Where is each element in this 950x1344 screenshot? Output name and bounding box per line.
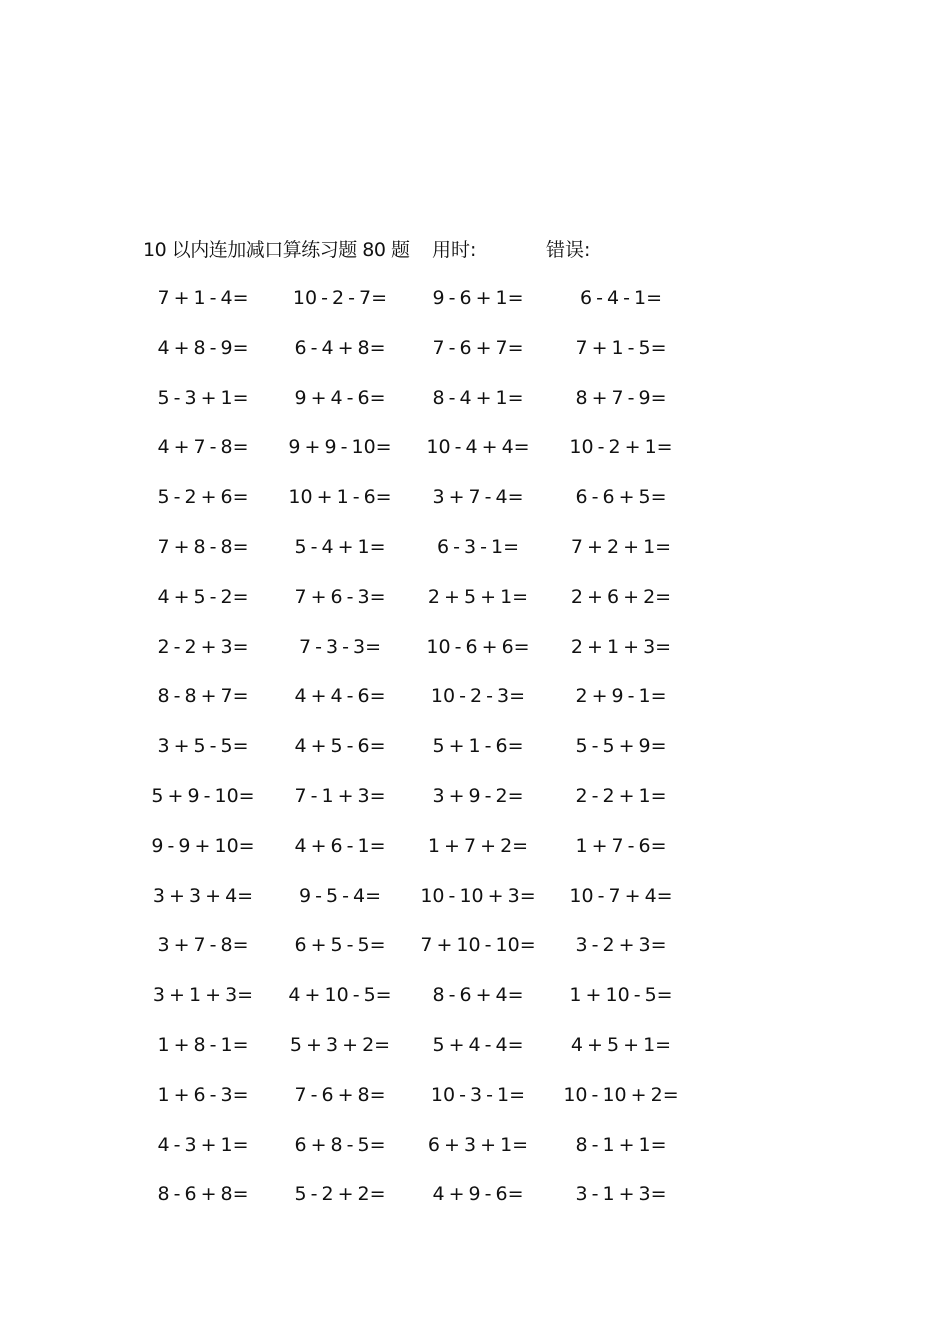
arithmetic-problem: 4 + 6 - 1= [294, 834, 386, 857]
arithmetic-problem: 10 - 7 + 4= [569, 884, 673, 907]
problem-row [0, 483, 950, 533]
arithmetic-problem: 4 + 7 - 8= [157, 436, 249, 459]
arithmetic-problem: 9 + 4 - 6= [294, 386, 386, 409]
arithmetic-problem: 7 - 6 + 8= [294, 1083, 386, 1106]
arithmetic-problem: 8 + 7 - 9= [575, 386, 667, 409]
arithmetic-problem: 6 + 5 - 5= [294, 934, 386, 957]
arithmetic-problem: 3 + 7 - 8= [157, 934, 249, 957]
arithmetic-problem: 5 - 3 + 1= [157, 386, 249, 409]
arithmetic-problem: 8 - 4 + 1= [432, 386, 524, 409]
arithmetic-problem: 4 + 10 - 5= [288, 984, 392, 1007]
problem-row [0, 583, 950, 633]
arithmetic-problem: 8 - 6 + 4= [432, 984, 524, 1007]
problem-row [0, 433, 950, 483]
arithmetic-problem: 9 - 6 + 1= [432, 287, 524, 309]
arithmetic-problem: 10 + 1 - 6= [288, 486, 392, 509]
arithmetic-problem: 2 - 2 + 3= [157, 635, 249, 658]
arithmetic-problem: 3 + 1 + 3= [152, 984, 254, 1007]
problem-row [0, 981, 950, 1031]
arithmetic-problem: 3 + 5 - 5= [157, 735, 249, 758]
arithmetic-problem: 6 + 8 - 5= [294, 1133, 386, 1156]
arithmetic-problem: 5 - 2 + 2= [294, 1183, 386, 1206]
arithmetic-problem: 8 - 6 + 8= [157, 1183, 249, 1206]
arithmetic-problem: 1 + 10 - 5= [569, 984, 673, 1007]
problem-row [0, 732, 950, 782]
arithmetic-problem: 1 + 7 - 6= [575, 834, 667, 857]
arithmetic-problem: 4 + 8 - 9= [157, 336, 249, 359]
arithmetic-problem: 3 - 1 + 3= [575, 1183, 667, 1206]
worksheet-title: 10 以内连加减口算练习题 80 题 [143, 239, 410, 261]
arithmetic-problem: 7 + 1 - 5= [575, 336, 667, 359]
problem-row [0, 533, 950, 583]
arithmetic-problem: 5 + 9 - 10= [151, 784, 255, 807]
arithmetic-problem: 10 - 6 + 6= [426, 635, 530, 658]
arithmetic-problem: 5 + 4 - 4= [432, 1033, 524, 1056]
problem-row [0, 384, 950, 434]
arithmetic-problem: 2 + 6 + 2= [570, 585, 672, 608]
arithmetic-problem: 3 + 9 - 2= [432, 784, 524, 807]
arithmetic-problem: 1 + 8 - 1= [157, 1033, 249, 1056]
arithmetic-problem: 10 - 2 + 1= [569, 436, 673, 459]
error-count-label: 错误: [546, 239, 591, 261]
arithmetic-problem: 7 + 1 - 4= [157, 287, 249, 309]
problem-row [0, 1081, 950, 1131]
arithmetic-problem: 2 + 1 + 3= [570, 635, 672, 658]
arithmetic-problem: 5 - 2 + 6= [157, 486, 249, 509]
arithmetic-problem: 10 - 2 - 7= [292, 287, 388, 309]
arithmetic-problem: 4 + 5 - 2= [157, 585, 249, 608]
worksheet-header [143, 236, 703, 264]
arithmetic-problem: 3 + 3 + 4= [152, 884, 254, 907]
arithmetic-problem: 8 - 1 + 1= [575, 1133, 667, 1156]
arithmetic-problem: 4 - 3 + 1= [157, 1133, 249, 1156]
arithmetic-problem: 6 - 6 + 5= [575, 486, 667, 509]
arithmetic-problem: 2 - 2 + 1= [575, 784, 667, 807]
arithmetic-problem: 10 - 2 - 3= [430, 685, 526, 708]
arithmetic-problem: 4 + 9 - 6= [432, 1183, 524, 1206]
problem-row [0, 1031, 950, 1081]
problem-row [0, 882, 950, 932]
arithmetic-problem: 7 + 2 + 1= [570, 535, 672, 558]
arithmetic-problem: 9 - 9 + 10= [151, 834, 255, 857]
arithmetic-problem: 5 - 5 + 9= [575, 735, 667, 758]
problem-row [0, 782, 950, 832]
problem-row [0, 633, 950, 683]
time-used-label: 用时: [432, 239, 477, 261]
arithmetic-problem: 7 + 6 - 3= [294, 585, 386, 608]
arithmetic-problem: 1 + 6 - 3= [157, 1083, 249, 1106]
arithmetic-problem: 10 - 10 + 3= [420, 884, 536, 907]
arithmetic-problem: 2 + 9 - 1= [575, 685, 667, 708]
problem-row [0, 832, 950, 882]
arithmetic-problem: 10 - 10 + 2= [563, 1083, 679, 1106]
arithmetic-problem: 6 - 4 - 1= [579, 287, 663, 309]
arithmetic-problem: 7 - 1 + 3= [294, 784, 386, 807]
arithmetic-problem: 7 - 6 + 7= [432, 336, 524, 359]
problem-row [0, 1131, 950, 1181]
problem-row [0, 284, 950, 334]
arithmetic-problem: 7 + 8 - 8= [157, 535, 249, 558]
arithmetic-problem: 1 + 7 + 2= [427, 834, 529, 857]
arithmetic-problem: 8 - 8 + 7= [157, 685, 249, 708]
problem-row [0, 1180, 950, 1230]
problem-grid [0, 284, 950, 1230]
arithmetic-problem: 3 - 2 + 3= [575, 934, 667, 957]
arithmetic-problem: 4 + 5 - 6= [294, 735, 386, 758]
arithmetic-problem: 6 - 3 - 1= [436, 535, 520, 558]
arithmetic-problem: 4 + 5 + 1= [570, 1033, 672, 1056]
arithmetic-problem: 5 - 4 + 1= [294, 535, 386, 558]
arithmetic-problem: 7 + 10 - 10= [420, 934, 536, 957]
arithmetic-problem: 6 + 3 + 1= [427, 1133, 529, 1156]
arithmetic-problem: 3 + 7 - 4= [432, 486, 524, 509]
problem-row [0, 931, 950, 981]
arithmetic-problem: 5 + 3 + 2= [289, 1033, 391, 1056]
arithmetic-problem: 9 - 5 - 4= [298, 884, 382, 907]
arithmetic-problem: 10 - 3 - 1= [430, 1083, 526, 1106]
problem-row [0, 682, 950, 732]
arithmetic-problem: 9 + 9 - 10= [288, 436, 392, 459]
arithmetic-problem: 2 + 5 + 1= [427, 585, 529, 608]
arithmetic-problem: 7 - 3 - 3= [298, 635, 382, 658]
arithmetic-problem: 10 - 4 + 4= [426, 436, 530, 459]
arithmetic-problem: 4 + 4 - 6= [294, 685, 386, 708]
arithmetic-problem: 5 + 1 - 6= [432, 735, 524, 758]
arithmetic-problem: 6 - 4 + 8= [294, 336, 386, 359]
problem-row [0, 334, 950, 384]
